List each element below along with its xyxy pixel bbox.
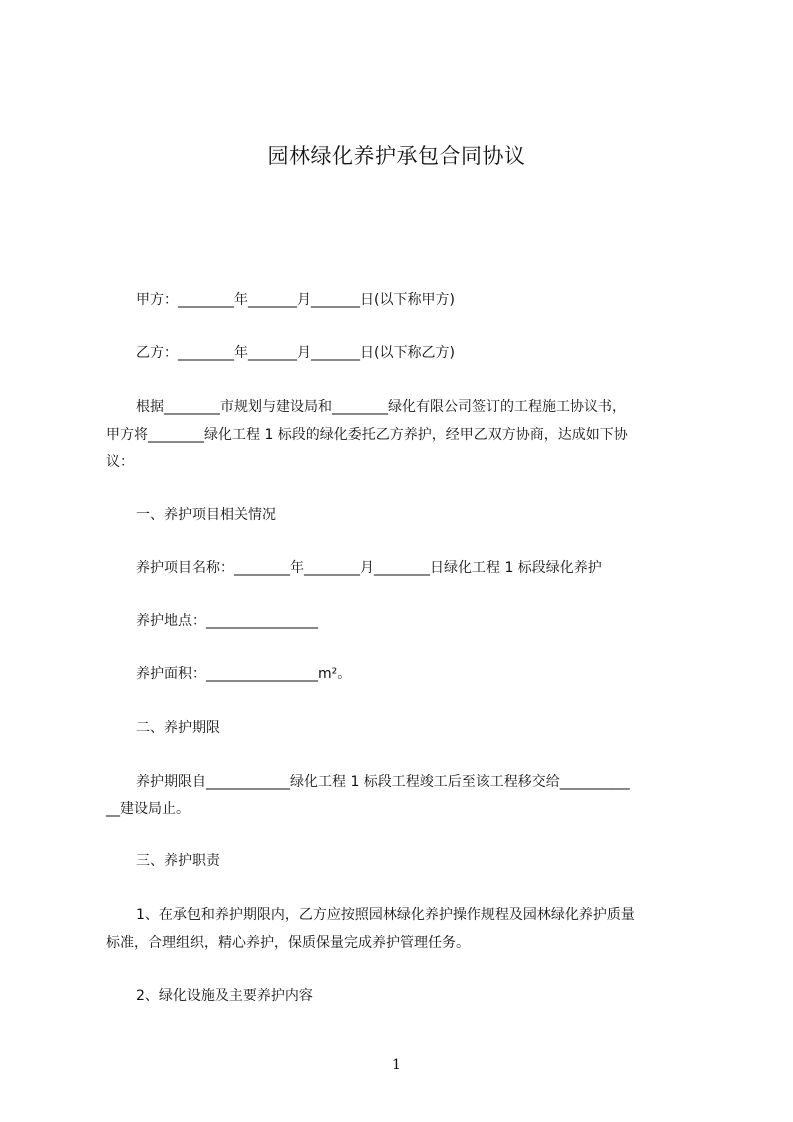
party-b-line: 乙方：________年_______月_______日(以下称乙方): [136, 345, 455, 361]
duty-paragraph-line-1: 1、在承包和养护期限内，乙方应按照园林绿化养护操作规程及园林绿化养护质量: [136, 907, 635, 923]
project-name-line: 养护项目名称：________年________月________日绿化工程 1 标段绿化养护: [136, 560, 602, 576]
project-area-line: 养护面积：________________m²。: [136, 666, 352, 682]
intro-paragraph-line-3: 议：: [106, 454, 134, 470]
period-paragraph-line-1: 养护期限自____________绿化工程 1 标段工程竣工后至该工程移交给__________: [136, 774, 630, 790]
duty-paragraph-line-2: 标准，合理组织，精心养护，保质保量完成养护管理任务。: [106, 935, 470, 951]
subsection-heading-2: 2、绿化设施及主要养护内容: [136, 988, 313, 1004]
section-heading-2: 二、养护期限: [136, 720, 220, 736]
document-title: 园林绿化养护承包合同协议: [267, 144, 526, 168]
section-heading-3: 三、养护职责: [136, 853, 220, 869]
period-paragraph-line-2: __建设局止。: [106, 801, 190, 817]
page-number: 1: [392, 1057, 401, 1073]
project-location-line: 养护地点：________________: [136, 613, 318, 629]
intro-paragraph-line-1: 根据________市规划与建设局和________绿化有限公司签订的工程施工协议书，: [136, 399, 626, 415]
intro-paragraph-line-2: 甲方将________绿化工程 1 标段的绿化委托乙方养护，经甲乙双方协商，达成如下协: [106, 427, 628, 443]
section-heading-1: 一、养护项目相关情况: [136, 507, 276, 523]
party-a-line: 甲方：________年_______月_______日(以下称甲方): [136, 292, 455, 308]
